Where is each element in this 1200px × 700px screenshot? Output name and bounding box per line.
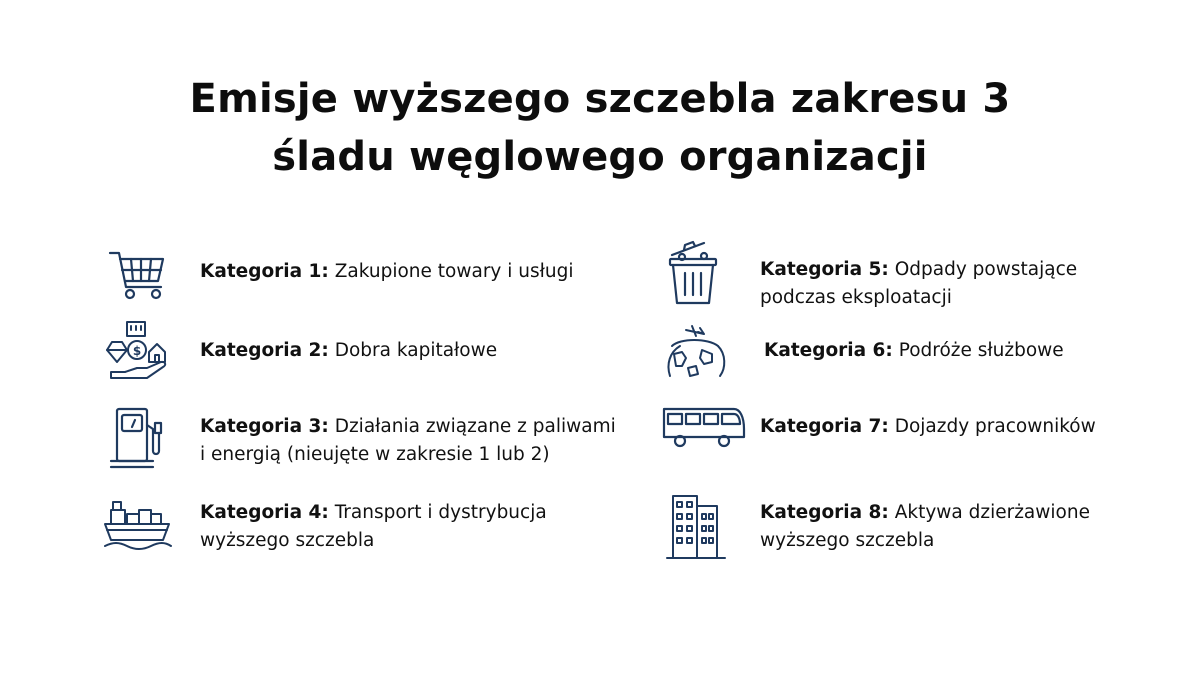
category-6-prefix: Kategoria 6:	[764, 340, 893, 361]
category-3-prefix: Kategoria 3:	[200, 416, 329, 437]
title-line-1: Emisje wyższego szczebla zakresu 3	[189, 76, 1011, 122]
category-7-prefix: Kategoria 7:	[760, 416, 889, 437]
globe-plane-icon	[660, 320, 730, 390]
svg-text:$: $	[132, 344, 142, 358]
category-7-label	[760, 413, 1096, 441]
category-1-prefix: Kategoria 1:	[200, 261, 329, 282]
category-2-label	[200, 337, 497, 365]
category-5-text-2: podczas eksploatacji	[760, 287, 952, 308]
category-8-text-2: wyższego szczebla	[760, 530, 935, 551]
category-8-label	[760, 499, 1090, 555]
title-line-2: śladu węglowego organizacji	[272, 134, 928, 180]
fuel-pump-icon	[103, 403, 173, 473]
category-1-text: Zakupione towary i usługi	[334, 261, 574, 282]
category-1-label	[200, 258, 574, 286]
capital-goods-icon	[103, 318, 173, 388]
category-2-prefix: Kategoria 2:	[200, 340, 329, 361]
category-3-label	[200, 413, 616, 469]
category-5-prefix: Kategoria 5:	[760, 259, 889, 280]
category-4-label	[200, 499, 547, 555]
category-4-text-2: wyższego szczebla	[200, 530, 375, 551]
category-8-prefix: Kategoria 8:	[760, 502, 889, 523]
office-buildings-icon	[663, 490, 733, 560]
category-4-text: Transport i dystrybucja	[334, 502, 547, 523]
category-6-text: Podróże służbowe	[898, 340, 1064, 361]
cargo-ship-icon	[103, 492, 173, 562]
category-6-label	[764, 337, 1064, 365]
category-5-label	[760, 256, 1077, 312]
category-5-text: Odpady powstające	[894, 259, 1078, 280]
category-4-prefix: Kategoria 4:	[200, 502, 329, 523]
category-3-text-2: i energią (nieujęte w zakresie 1 lub 2)	[200, 444, 550, 465]
shopping-cart-icon	[105, 243, 175, 313]
trash-bin-icon	[658, 237, 728, 307]
category-2-text: Dobra kapitałowe	[334, 340, 498, 361]
category-3-text: Działania związane z paliwami	[334, 416, 616, 437]
page-title	[0, 70, 1200, 186]
bus-icon	[660, 395, 730, 465]
category-7-text: Dojazdy pracowników	[894, 416, 1096, 437]
category-8-text: Aktywa dzierżawione	[894, 502, 1090, 523]
